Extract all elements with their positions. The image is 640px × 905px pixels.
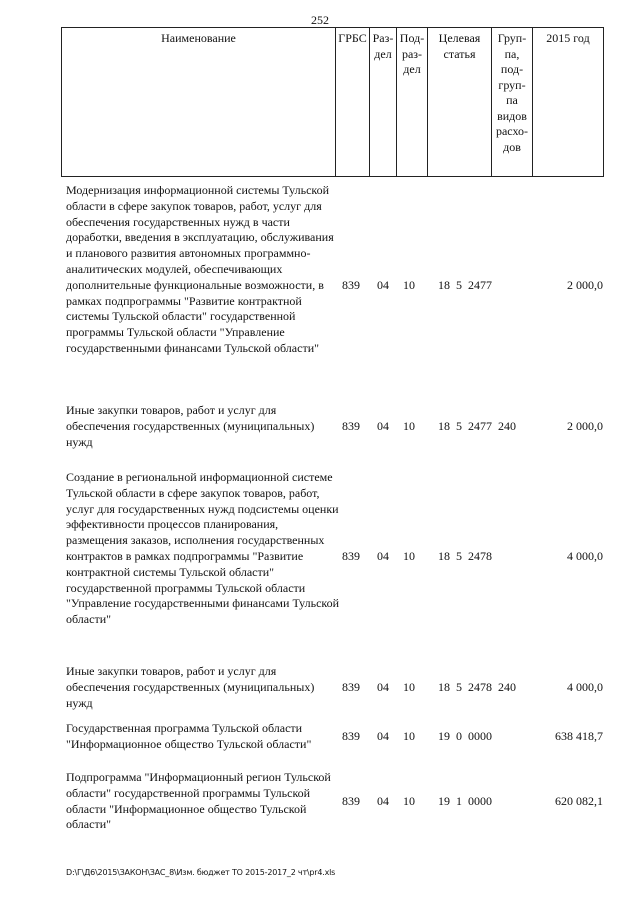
header-expense-group: Груп- па, под- груп- па видов расхо- дов — [492, 28, 533, 177]
page-number: 252 — [311, 13, 329, 27]
row-sum: 2 000,0 — [567, 419, 603, 433]
row-target-article: 18 5 2478 — [438, 549, 492, 563]
row-target-article: 18 5 2478 — [438, 680, 492, 694]
row-sum: 4 000,0 — [567, 549, 603, 563]
row-grbs: 839 — [342, 794, 360, 808]
row-sum: 2 000,0 — [567, 278, 603, 292]
row-name: Государственная программа Тульской области "Информационное общество Тульской области" — [66, 721, 312, 751]
header-grbs: ГРБС — [336, 28, 370, 177]
row-razdel: 04 — [377, 729, 389, 743]
header-razdel: Раз- дел — [370, 28, 397, 177]
table-header — [61, 27, 604, 177]
row-podrazdel: 10 — [403, 549, 415, 563]
row-name: Иные закупки товаров, работ и услуг для обеспечения государственных (муниципальных) нужд — [66, 664, 315, 710]
header-name: Наименование — [62, 28, 336, 177]
row-razdel: 04 — [377, 419, 389, 433]
row-target-article: 19 0 0000 — [438, 729, 492, 743]
row-podrazdel: 10 — [403, 680, 415, 694]
header-target-article: Целевая статья — [428, 28, 492, 177]
footer-file-path: D:\Г\Д6\2015\ЗАКОН\ЗАС_8\Изм. бюджет ТО 2015-2017_2 чт\pr4.xls — [66, 868, 336, 877]
row-name: Создание в региональной информационной системе Тульской области в сфере закупок товаров, работ, услуг для государственных нужд подсистемы оценки эффективности процессов планирования, размещения заказов, исполнения государственных контрактов в рамках подпрограммы "Развитие контрактной системы Тульской области" государственной программы Тульской области "Управление государственными финансами Тульской области" — [66, 470, 340, 627]
row-sum: 638 418,7 — [555, 729, 603, 743]
row-grbs: 839 — [342, 419, 360, 433]
row-grbs: 839 — [342, 549, 360, 563]
row-name: Модернизация информационной системы Тульской области в сфере закупок товаров, работ, услуг для обеспечения государственных нужд в части доработки, введения в эксплуатацию, обслуживания и планового развития автономных программно-аналитических модулей, обеспечивающих дополнительные функциональные возможности, в рамках подпрограммы "Развитие контрактной системы Тульской области" государственной программы Тульской области "Управление государственными финансами Тульской области" — [66, 183, 334, 355]
row-razdel: 04 — [377, 680, 389, 694]
row-razdel: 04 — [377, 278, 389, 292]
row-target-article: 18 5 2477 — [438, 278, 492, 292]
row-grbs: 839 — [342, 278, 360, 292]
row-name: Подпрограмма "Информационный регион Тульской области" государственной программы Тульской области "Информационное общество Тульской области" — [66, 770, 331, 832]
row-podrazdel: 10 — [403, 729, 415, 743]
row-razdel: 04 — [377, 794, 389, 808]
row-sum: 620 082,1 — [555, 794, 603, 808]
row-razdel: 04 — [377, 549, 389, 563]
row-target-article: 19 1 0000 — [438, 794, 492, 808]
row-name: Иные закупки товаров, работ и услуг для обеспечения государственных (муниципальных) нужд — [66, 403, 315, 449]
row-grbs: 839 — [342, 680, 360, 694]
row-expense-group: 240 — [498, 680, 516, 694]
row-podrazdel: 10 — [403, 278, 415, 292]
header-year: 2015 год — [533, 28, 604, 177]
header-podrazdel: Под- раз- дел — [397, 28, 428, 177]
row-podrazdel: 10 — [403, 794, 415, 808]
row-podrazdel: 10 — [403, 419, 415, 433]
row-sum: 4 000,0 — [567, 680, 603, 694]
row-target-article: 18 5 2477 — [438, 419, 492, 433]
row-expense-group: 240 — [498, 419, 516, 433]
row-grbs: 839 — [342, 729, 360, 743]
